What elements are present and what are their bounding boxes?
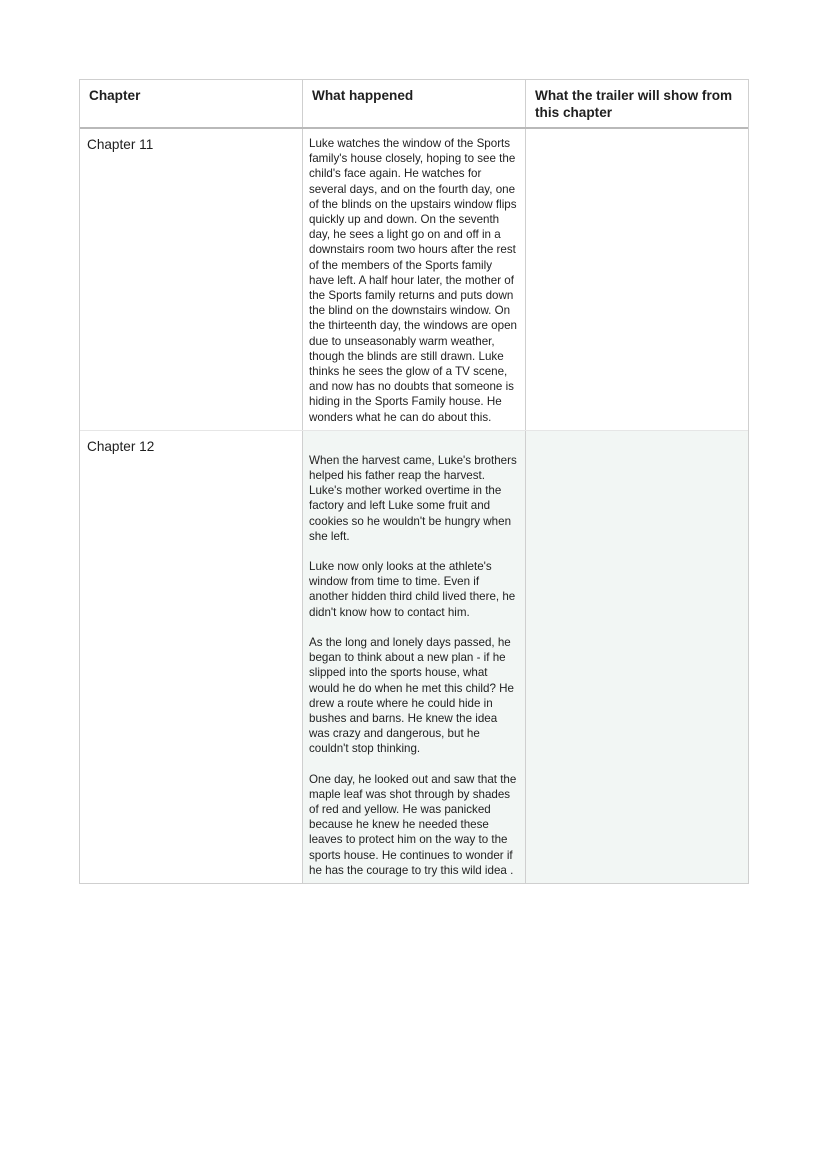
what-happened-cell [303, 431, 526, 883]
table-row [80, 129, 748, 431]
summary-paragraph: Luke watches the window of the Sports family's house closely, hoping to see the child's face again. He watches for several days, and on the fourth day, one of the blinds on the upstairs window flips quickly up and down. On the seventh day, he sees a light go on and off in a downstairs room two hours after the rest of the members of the Sports family have left. A half hour later, the mother of the Sports family returns and puts down the blind on the downstairs window. On the thirteenth day, the windows are open due to unseasonably warm weather, though the blinds are still drawn. Luke thinks he sees the glow of a TV scene, and now has no doubts that someone is hiding in the Sports Family house. He wonders what he can do about this. [309, 137, 517, 424]
trailer-cell[interactable] [526, 431, 748, 883]
summary-paragraph: Luke now only looks at the athlete's window from time to time. Even if another hidden third child lived there, he didn't know how to contact him. [309, 560, 516, 619]
summary-paragraph: When the harvest came, Luke's brothers helped his father reap the harvest. Luke's mother worked overtime in the factory and left Luke some fruit and cookies so he wouldn't be hungry when she left. [309, 453, 517, 543]
header-what-happened: What happened [303, 80, 526, 127]
what-happened-cell [303, 129, 526, 430]
chapter-label: Chapter 11 [80, 129, 303, 430]
summary-paragraph: As the long and lonely days passed, he began to think about a new plan - if he slipped into the sports house, what would he do when he met this child? He drew a route where he could hide in bushes and barns. He knew the idea was crazy and dangerous, but he couldn't stop thinking. [309, 635, 514, 756]
summary-paragraph: One day, he looked out and saw that the maple leaf was shot through by shades of red and yellow. He was panicked because he knew he needed these leaves to protect him on the way to the sports house. He continues to wonder if he has the courage to try this wild idea . [309, 772, 517, 877]
chapter-label: Chapter 12 [80, 431, 303, 883]
chapter-table [79, 79, 749, 884]
header-chapter: Chapter [80, 80, 303, 127]
table-header-row [80, 80, 748, 129]
header-trailer: What the trailer will show from this chapter [535, 88, 733, 120]
trailer-cell[interactable] [526, 129, 748, 430]
table-row [80, 431, 748, 883]
